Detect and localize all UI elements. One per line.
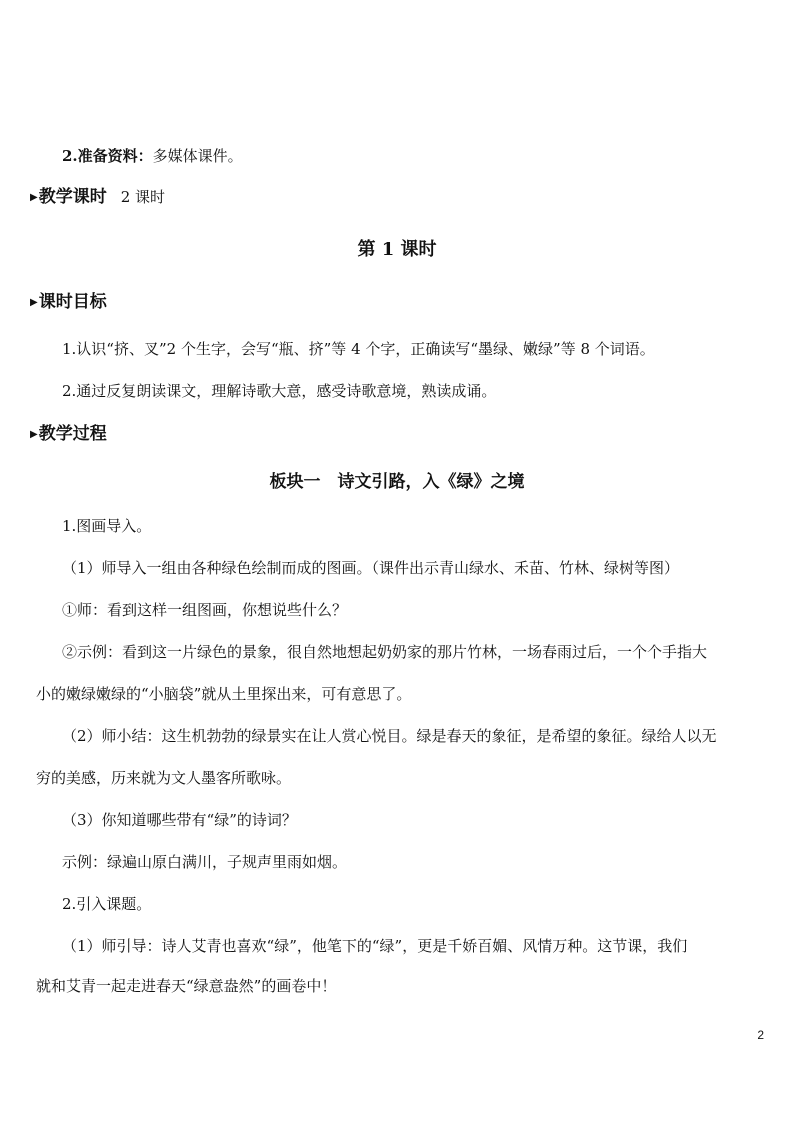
teaching-hours-label: 教学课时 xyxy=(38,187,107,207)
process-heading-label: 教学过程 xyxy=(38,424,107,444)
process-line: （1）师导入一组由各种绿色绘制而成的图画。（课件出示青山绿水、禾苗、竹林、绿树等图） xyxy=(62,559,680,577)
triangle-bullet-icon: ▶ xyxy=(30,429,38,440)
triangle-bullet-icon: ▶ xyxy=(30,192,38,203)
prep-materials-line xyxy=(62,146,243,166)
process-line: 穷的美感，历来就为文人墨客所歌咏。 xyxy=(36,769,292,787)
process-line: 示例：绿遍山原白满川，子规声里雨如烟。 xyxy=(62,853,348,871)
objectives-heading xyxy=(30,291,107,314)
process-line: 小的嫩绿嫩绿的“小脑袋”就从土里探出来，可有意思了。 xyxy=(36,685,412,703)
process-line: 1.图画导入。 xyxy=(62,517,152,535)
teaching-hours-heading xyxy=(30,186,165,209)
page-number: 2 xyxy=(757,1028,764,1042)
process-line: （3）你知道哪些带有“绿”的诗词？ xyxy=(62,811,297,829)
process-line: 就和艾青一起走进春天“绿意盎然”的画卷中！ xyxy=(36,977,337,995)
objectives-heading-label: 课时目标 xyxy=(38,292,107,312)
objective-item: 1.认识“挤、叉”2 个生字，会写“瓶、挤”等 4 个字，正确读写“墨绿、嫩绿”等 8 个词语。 xyxy=(62,340,655,358)
triangle-bullet-icon: ▶ xyxy=(30,297,38,308)
process-line: ②示例：看到这一片绿色的景象，很自然地想起奶奶家的那片竹林，一场春雨过后，一个个手指大 xyxy=(62,643,708,661)
process-line: ①师：看到这样一组图画，你想说些什么？ xyxy=(62,601,348,619)
process-heading xyxy=(30,423,107,446)
block-title: 板块一 诗文引路，入《绿》之境 xyxy=(269,472,525,492)
process-line: 2.引入课题。 xyxy=(62,895,152,913)
prep-materials-label: 2.准备资料： xyxy=(62,147,153,165)
objective-item: 2.通过反复朗读课文，理解诗歌大意，感受诗歌意境，熟读成诵。 xyxy=(62,382,497,400)
prep-materials-text: 多媒体课件。 xyxy=(152,147,243,165)
lesson-title: 第 1 课时 xyxy=(357,239,437,260)
process-line: （1）师引导：诗人艾青也喜欢“绿”，他笔下的“绿”，更是千娇百媚、风情万种。这节课，我们 xyxy=(62,937,688,955)
process-line: （2）师小结：这生机勃勃的绿景实在让人赏心悦目。绿是春天的象征，是希望的象征。绿给人以无 xyxy=(62,727,717,745)
teaching-hours-value: 2 课时 xyxy=(120,188,166,206)
